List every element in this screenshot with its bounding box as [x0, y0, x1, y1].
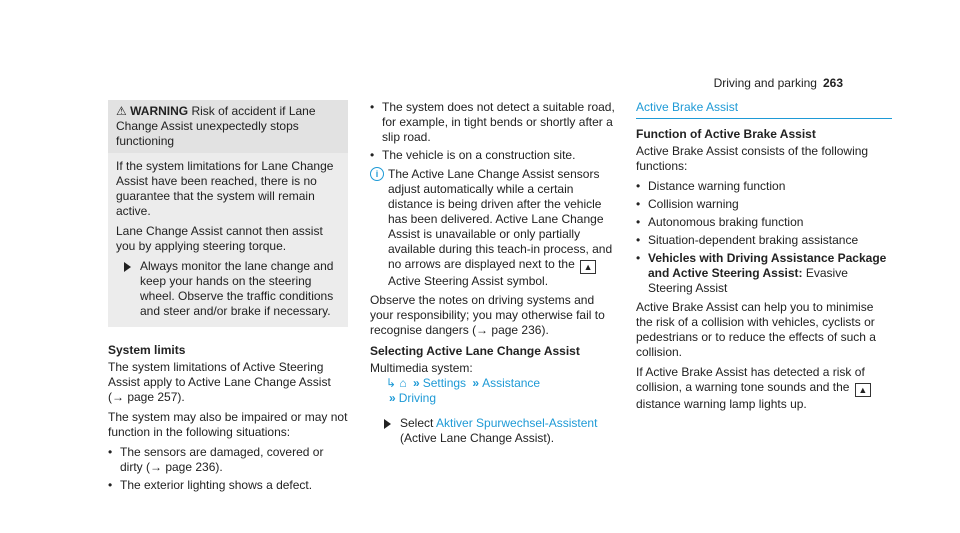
chevron-icon: »	[389, 391, 396, 405]
page-header	[714, 76, 843, 91]
multimedia-label: Multimedia system:	[370, 361, 473, 375]
list-item: • The exterior lighting shows a defect.	[108, 478, 348, 493]
select-step	[384, 416, 618, 446]
steering-assist-icon: ▲	[580, 260, 596, 274]
system-limits-list	[108, 445, 348, 493]
info-note	[370, 167, 618, 289]
brake-paragraph-2a: If Active Brake Assist has detected a risk of collision, a warning tone sounds and the	[636, 365, 865, 394]
system-limits-heading: System limits	[108, 343, 186, 357]
distance-warning-lamp-icon: ▲	[855, 383, 871, 397]
nav-settings[interactable]: Settings	[422, 376, 467, 390]
system-limits-paragraph-2: The system may also be impaired or may not function in the following situations:	[108, 410, 348, 439]
function-heading: Function of Active Brake Assist	[636, 127, 816, 141]
page-number: 263	[822, 76, 843, 90]
section-title: Active Brake Assist	[636, 100, 892, 119]
warning-box	[108, 100, 348, 327]
info-icon: i	[370, 167, 384, 181]
warning-step-text: Always monitor the lane change and keep your hands on the steering wheel. Observe the traffic conditions and steer and/or brake if necessary.	[140, 259, 334, 318]
step-prefix: Select	[400, 416, 434, 430]
column-1	[108, 100, 348, 497]
list-item: • Collision warning	[636, 197, 892, 212]
chevron-icon: »	[413, 376, 420, 390]
column-3	[636, 100, 892, 417]
step-suffix: (Active Lane Change Assist).	[400, 431, 555, 445]
header-section: Driving and parking	[713, 76, 817, 90]
step-arrow-icon	[384, 419, 391, 429]
home-icon: ⌂	[399, 376, 407, 390]
list-item: • The vehicle is on a construction site.	[370, 148, 618, 163]
function-intro: Active Brake Assist consists of the following functions:	[636, 144, 869, 173]
warning-title: Risk of accident if Lane Change Assist unexpectedly stops functioning	[116, 104, 316, 148]
info-text-tail: Active Steering Assist symbol.	[388, 274, 549, 288]
chevron-icon: »	[472, 376, 480, 390]
list-item: • Situation-dependent braking assistance	[636, 233, 892, 248]
function-list	[636, 179, 892, 296]
list-item: • The sensors are damaged, covered or dirty (→ page 236).	[108, 445, 348, 475]
vehicles-bold: Vehicles with Driving Assistance Package and Active Steering Assist:	[648, 251, 887, 280]
info-text: The Active Lane Change Assist sensors adjust automatically while a certain distance is being driven after the vehicle has been delivered. Active Lane Change Assist is unavailable or only partially available during this teach-in process, and no arrows are displayed next to the	[388, 167, 613, 271]
list-item: • Autonomous braking function	[636, 215, 892, 230]
warning-step	[124, 259, 340, 319]
warning-label: WARNING	[130, 104, 189, 118]
vehicles-rest: Evasive Steering Assist	[648, 266, 848, 295]
nav-assistance[interactable]: Assistance	[482, 376, 541, 390]
column-2	[370, 100, 618, 446]
list-item: • The system does not detect a suitable road, for example, in tight bends or shortly after a slip road.	[370, 100, 618, 145]
brake-paragraph-2b: distance warning lamp lights up.	[636, 397, 807, 411]
warning-paragraph-1: If the system limitations for Lane Change Assist have been reached, there is no guarantee that the system will remain active.	[116, 159, 334, 218]
system-limits-paragraph-1: The system limitations of Active Steering Assist apply to Active Lane Change Assist (→ page 257).	[108, 360, 331, 404]
nav-path	[370, 376, 618, 406]
step-menu-link[interactable]: Aktiver Spurwechsel-Assistent	[436, 416, 598, 430]
return-arrow-icon: ↳	[386, 376, 397, 390]
list-item: • Distance warning function	[636, 179, 892, 194]
list-item	[636, 251, 892, 296]
selecting-heading: Selecting Active Lane Change Assist	[370, 344, 580, 358]
warning-paragraph-2: Lane Change Assist cannot then assist you by applying steering torque.	[116, 224, 323, 253]
warning-header	[108, 100, 348, 153]
situations-list	[370, 100, 618, 163]
warning-icon: ⚠	[116, 104, 127, 118]
nav-driving[interactable]: Driving	[398, 391, 437, 405]
warning-body	[108, 153, 348, 327]
step-arrow-icon	[124, 262, 131, 272]
brake-paragraph-1: Active Brake Assist can help you to minimise the risk of a collision with vehicles, cyclists or pedestrians or to reduce the effects of such a collision.	[636, 300, 876, 359]
brake-paragraph-2	[636, 365, 892, 412]
notes-paragraph: Observe the notes on driving systems and your responsibility; you may otherwise fail to recognise dangers (→ page 236).	[370, 293, 605, 337]
